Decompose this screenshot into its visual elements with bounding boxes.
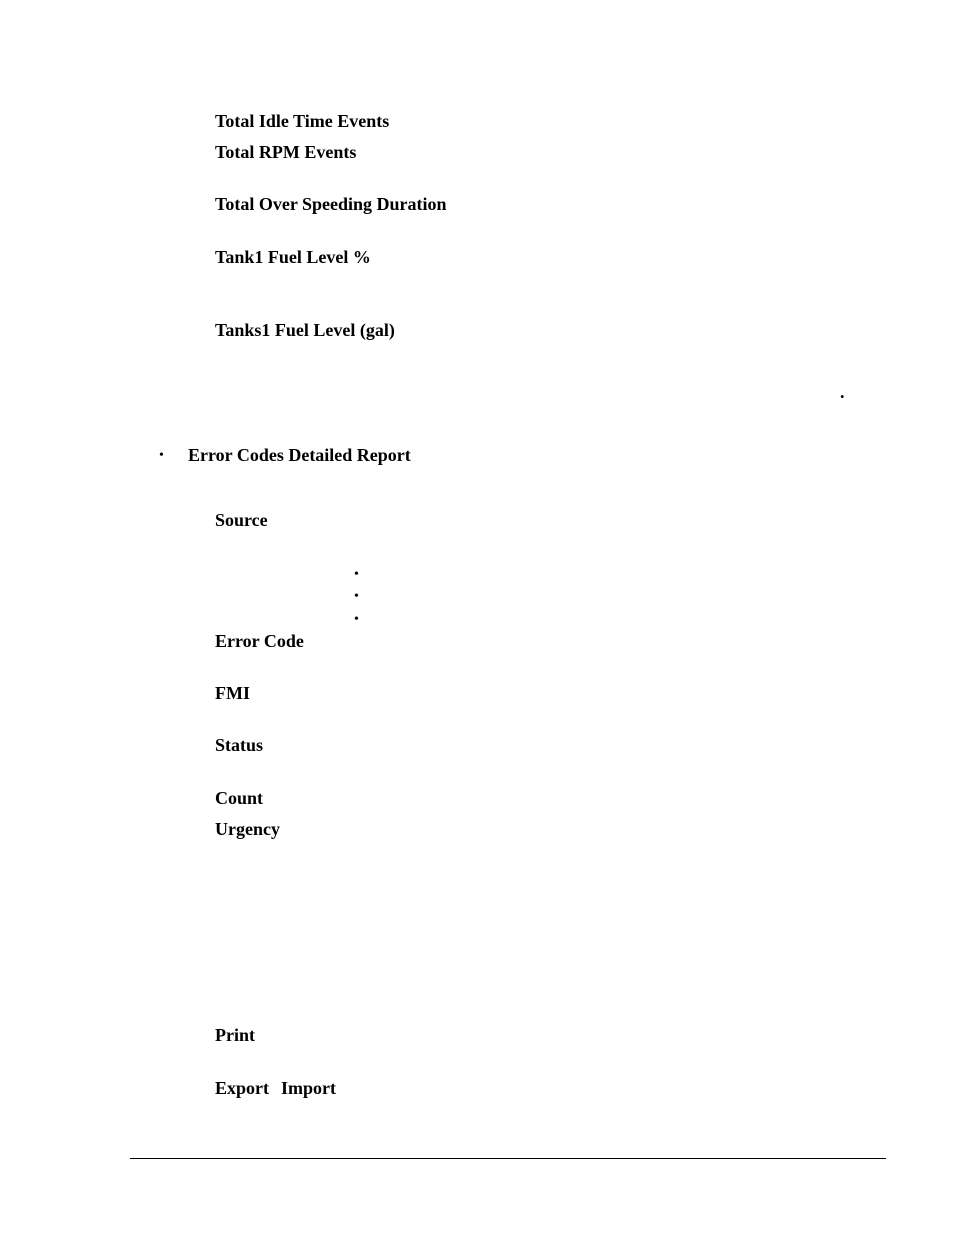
source-sub-bullet: • — [354, 589, 359, 604]
source-sub-bullet: • — [354, 612, 359, 627]
field-tanks1-fuel-level-gal: Tanks1 Fuel Level (gal) — [215, 320, 395, 340]
field-total-over-speeding-duration: Total Over Speeding Duration — [215, 194, 447, 214]
field-fmi: FMI — [215, 683, 250, 703]
action-print: Print — [215, 1025, 255, 1045]
field-tank1-fuel-level-percent: Tank1 Fuel Level % — [215, 247, 371, 267]
section-bullet: • — [159, 448, 164, 463]
action-export: Export — [215, 1078, 269, 1098]
field-count: Count — [215, 788, 264, 808]
field-total-rpm-events: Total RPM Events — [215, 142, 357, 162]
source-sub-bullet: • — [354, 567, 359, 582]
stray-period: . — [840, 382, 845, 402]
footer-rule — [130, 1158, 886, 1159]
field-status: Status — [215, 735, 264, 755]
action-import: Import — [281, 1078, 336, 1098]
field-source: Source — [215, 510, 268, 530]
field-total-idle-time-events: Total Idle Time Events — [215, 111, 390, 131]
field-error-code: Error Code — [215, 631, 304, 651]
field-urgency: Urgency — [215, 819, 280, 839]
section-title: Error Codes Detailed Report — [188, 445, 411, 465]
